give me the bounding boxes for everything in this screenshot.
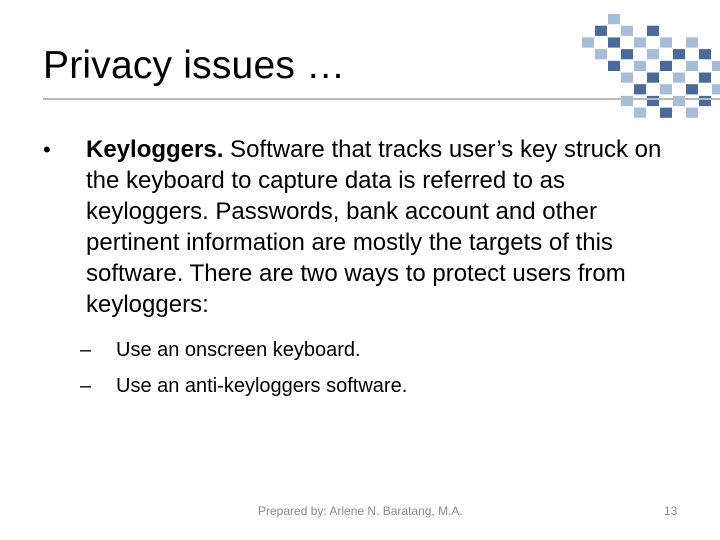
- decorative-square: [595, 26, 607, 36]
- decorative-square: [595, 49, 607, 59]
- decorative-square: [634, 61, 646, 71]
- decorative-square: [660, 108, 672, 118]
- decorative-square: [686, 37, 698, 47]
- decorative-square: [647, 49, 659, 59]
- decorative-square: [608, 37, 620, 47]
- decorative-square: [660, 61, 672, 71]
- sub-bullet-dash: –: [80, 375, 92, 397]
- decorative-square: [673, 49, 685, 59]
- decorative-square: [699, 49, 711, 59]
- decorative-square: [673, 73, 685, 83]
- sub-bullet-onscreen-keyboard: [80, 339, 361, 362]
- decorative-square: [712, 84, 720, 94]
- decorative-square: [621, 26, 633, 36]
- decorative-square: [660, 37, 672, 47]
- decorative-square: [634, 108, 646, 118]
- decorative-square: [686, 61, 698, 71]
- footer-author: Prepared by: Arlene N. Baratang, M.A.: [258, 504, 463, 518]
- bullet-symbol: •: [43, 137, 51, 162]
- decorative-square: [634, 37, 646, 47]
- sub-bullet-text: Use an anti-keyloggers software.: [116, 375, 408, 397]
- decorative-square: [712, 61, 720, 71]
- page-number: 13: [664, 504, 678, 518]
- sub-bullet-dash: –: [80, 339, 92, 361]
- decorative-square: [621, 73, 633, 83]
- decorative-square: [699, 73, 711, 83]
- bullet-text: Software that tracks user’s key struck on the keyboard to capture data is referred to as keyloggers. Passwords, bank account and other pertinent information are mostly the targets of this software. There are two ways to protect users from keyloggers:: [86, 136, 662, 318]
- decorative-square: [634, 84, 646, 94]
- decorative-square: [582, 37, 594, 47]
- decorative-square: [647, 26, 659, 36]
- decorative-square: [686, 84, 698, 94]
- sub-bullet-text: Use an onscreen keyboard.: [116, 339, 361, 361]
- bullet-paragraph: [86, 134, 686, 320]
- bullet-lead: Keyloggers.: [86, 136, 224, 163]
- slide-title: Privacy issues …: [43, 44, 346, 87]
- decorative-square: [647, 73, 659, 83]
- decorative-square: [660, 84, 672, 94]
- title-divider: [43, 98, 720, 100]
- sub-bullet-anti-keylogger: [80, 375, 407, 398]
- decorative-square: [608, 61, 620, 71]
- decorative-square: [608, 14, 620, 24]
- decorative-square: [686, 108, 698, 118]
- decorative-square: [621, 49, 633, 59]
